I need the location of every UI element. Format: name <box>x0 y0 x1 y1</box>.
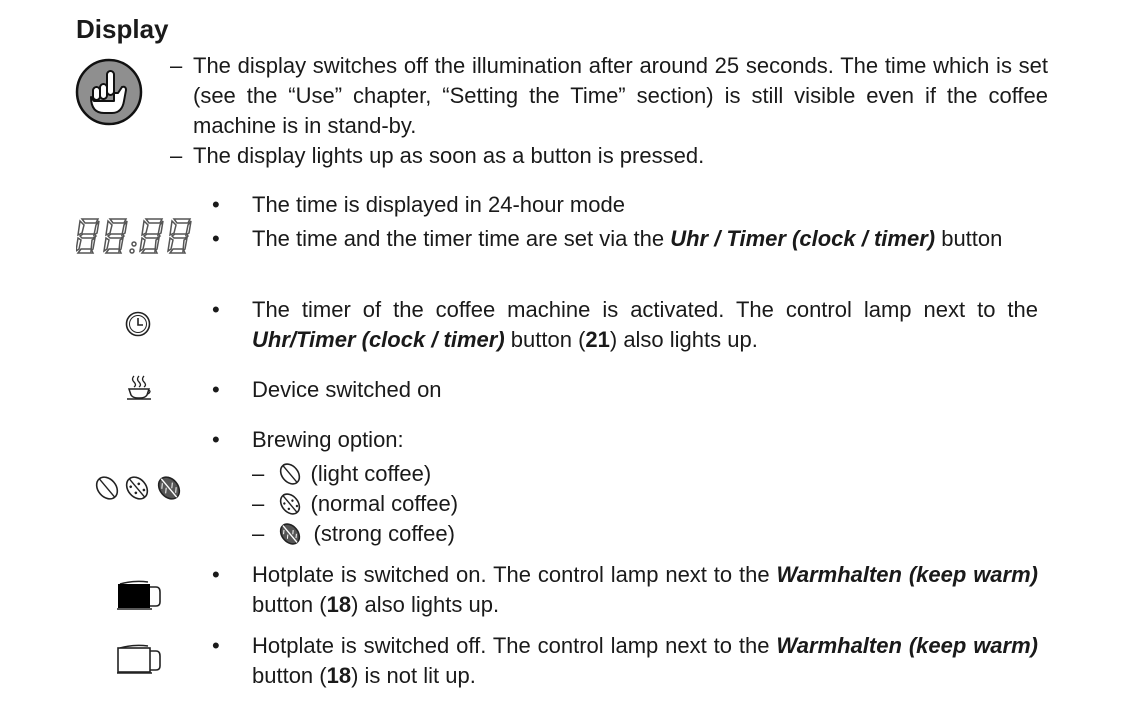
item-text: ) also lights up. <box>609 327 758 352</box>
item-device-on: Device switched on <box>252 377 442 402</box>
button-number: 21 <box>585 327 610 352</box>
bullet: • <box>212 226 220 251</box>
item-text: Hotplate is switched off. The control lamp next to the <box>252 633 777 658</box>
uhr-timer-button-label: Uhr/Timer (clock / timer) <box>252 327 505 352</box>
bullet: • <box>212 192 220 217</box>
option-text: (light coffee) <box>310 461 432 486</box>
note-2 <box>170 141 1048 171</box>
item-text: ) is not lit up. <box>351 663 476 688</box>
note-text: The display switches off the illumination after around 25 seconds. The time which is set (see the “Use” chapter, “Setting the Time” section) is still visible even if the coffee machine is in stand-by. <box>193 53 1048 138</box>
bullet: • <box>212 297 220 322</box>
brew-option-strong <box>252 519 455 549</box>
note-dash: – <box>170 53 183 78</box>
option-text: (strong coffee) <box>313 521 455 546</box>
hand-pointing-icon <box>74 57 144 127</box>
button-number: 18 <box>326 663 352 688</box>
item-hotplate-off <box>252 631 1038 691</box>
seven-segment-display-icon <box>76 216 198 256</box>
option-dash: – <box>252 491 265 516</box>
section-title: Display <box>76 14 169 44</box>
warmhalten-button-label: Warmhalten (keep warm) <box>776 562 1038 587</box>
uhr-timer-button-label: Uhr / Timer (clock / timer) <box>670 226 936 251</box>
note-dash: – <box>170 143 183 168</box>
item-time-mode: The time is displayed in 24-hour mode <box>252 192 625 217</box>
hotplate-on-icon <box>114 578 166 612</box>
strong-bean-icon <box>276 522 304 546</box>
item-timer <box>252 295 1038 355</box>
item-text: button ( <box>252 663 327 688</box>
coffee-strength-beans-icon <box>93 474 185 502</box>
note-1 <box>170 51 1048 141</box>
coffee-cup-icon <box>124 374 154 402</box>
normal-bean-icon <box>276 492 304 516</box>
option-dash: – <box>252 461 265 486</box>
item-text: ) also lights up. <box>351 592 500 617</box>
warmhalten-button-label: Warmhalten (keep warm) <box>776 633 1038 658</box>
option-dash: – <box>252 521 265 546</box>
light-bean-icon <box>276 462 304 486</box>
bullet: • <box>212 377 220 402</box>
brew-option-normal <box>252 489 458 519</box>
item-text: button <box>935 226 1003 251</box>
item-hotplate-on <box>252 560 1038 620</box>
hotplate-off-icon <box>114 642 166 676</box>
clock-icon <box>124 310 152 338</box>
bullet: • <box>212 562 220 587</box>
item-brewing-label: Brewing option: <box>252 427 404 452</box>
item-text: The timer of the coffee machine is activated. The control lamp next to the <box>252 297 1038 322</box>
item-text: Hotplate is switched on. The control lamp next to the <box>252 562 777 587</box>
item-clock-set <box>252 224 1038 254</box>
item-text: button ( <box>504 327 586 352</box>
item-text: button ( <box>252 592 327 617</box>
button-number: 18 <box>326 592 352 617</box>
bullet: • <box>212 633 220 658</box>
option-text: (normal coffee) <box>310 491 459 516</box>
brew-option-light <box>252 459 431 489</box>
item-text: The time and the timer time are set via the <box>252 226 671 251</box>
bullet: • <box>212 427 220 452</box>
note-text: The display lights up as soon as a button is pressed. <box>193 143 705 168</box>
